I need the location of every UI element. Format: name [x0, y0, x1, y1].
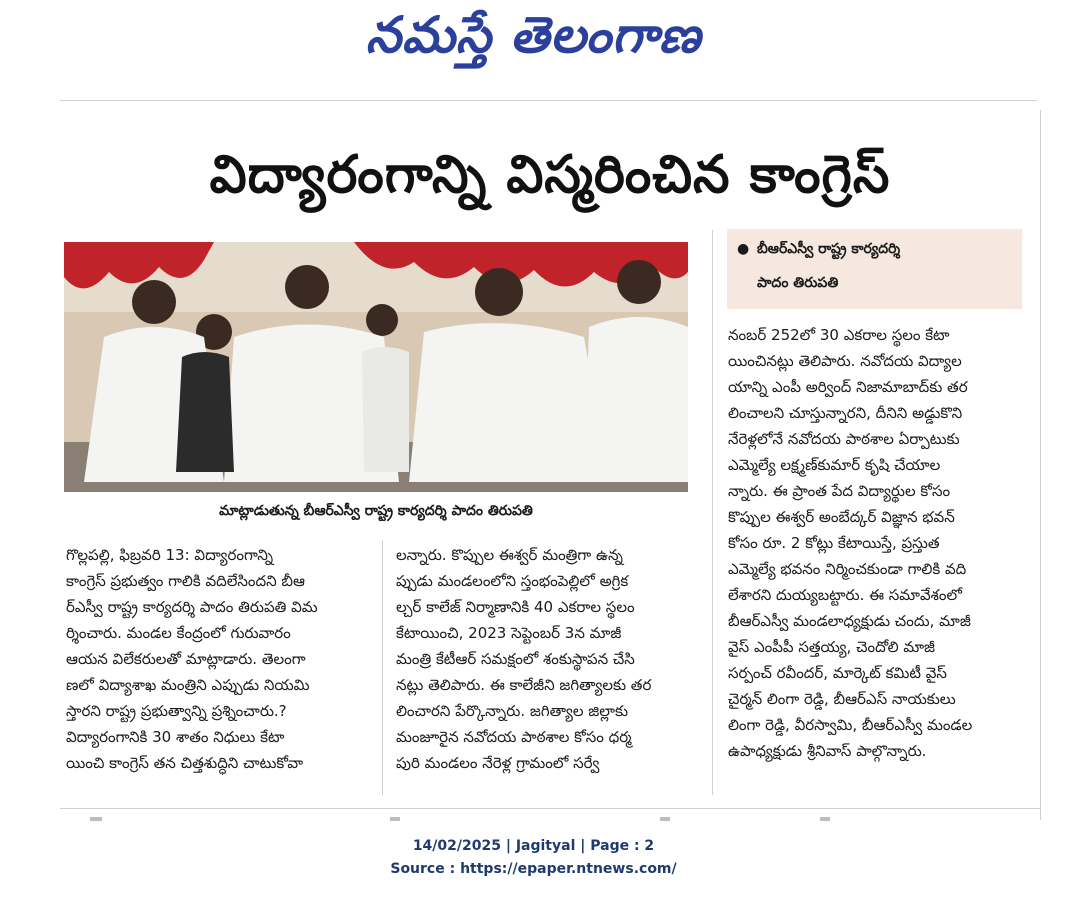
masthead-title: నమస్తే తెలంగాణ: [365, 6, 702, 64]
newspaper-masthead: [0, 0, 1067, 78]
footer-date-edition: 14/02/2025 | Jagityal | Page : 2: [412, 838, 655, 854]
text-line: లేశారని దుయ్యబట్టారు. ఈ సమావేశంలో: [728, 586, 962, 604]
text-line: నేరెళ్లలోనే నవోదయ పాఠశాల ఏర్పాటుకు: [728, 430, 960, 448]
text-line: వైస్ ఎంపీపీ సత్తయ్య, చెందోలి మాజీ: [728, 638, 936, 656]
text-line: ఎమ్మెల్యే భవనం నిర్మించకుండా గాలికి వది: [728, 560, 967, 578]
text-line: ర్శించారు. మండల కేంద్రంలో గురువారం: [66, 624, 291, 642]
cut-off-text-strip: [60, 816, 1040, 822]
text-line: ల్చర్ కాలేజ్ నిర్మాణానికి 40 ఎకరాల స్థలం: [396, 598, 635, 616]
text-line: ణలో విద్యాశాఖ మంత్రిని ఎప్పుడు నియమి: [66, 676, 310, 694]
photo-illustration: [64, 242, 688, 492]
column-divider: [712, 230, 713, 795]
text-line: స్తారని రాష్ట్ర ప్రభుత్వాన్ని ప్రశ్నించారు.?: [66, 702, 287, 720]
callout-line-2: పాదం తిరుపతి: [757, 275, 839, 291]
text-line: విద్యారంగానికి 30 శాతం నిధులు కేటా: [66, 728, 285, 746]
top-divider: [60, 100, 1037, 101]
text-line: చైర్మన్ లింగా రెడ్డి, బీఆర్ఎస్ నాయకులు: [728, 690, 956, 708]
text-line: పురి మండలం నేరెళ్ల గ్రామంలో సర్వే: [396, 754, 600, 772]
bottom-divider: [60, 808, 1040, 809]
text-line: లన్నారు. కొప్పుల ఈశ్వర్ మంత్రిగా ఉన్న: [396, 546, 623, 564]
text-line: బీఆర్ఎస్వీ మండలాధ్యక్షుడు చందు, మాజీ: [728, 612, 971, 630]
article-headline: విద్యారంగాన్ని విస్మరించిన కాంగ్రెస్: [209, 145, 891, 205]
text-line: లించారని పేర్కొన్నారు. జగిత్యాల జిల్లాకు: [396, 702, 629, 720]
article-column-3: [728, 322, 1028, 764]
text-line: నంబర్ 252లో 30 ఎకరాల స్థలం కేటా: [728, 326, 950, 344]
text-line: నట్లు తెలిపారు. ఈ కాలేజీని జగిత్యాలకు తర: [396, 676, 652, 694]
text-line: కాంగ్రెస్ ప్రభుత్వం గాలికి వదిలేసిందని బీఆ: [66, 572, 305, 590]
text-line: ఉపాధ్యక్షుడు శ్రీనివాస్ పాల్గొన్నారు.: [728, 742, 927, 760]
article-column-1: [66, 542, 366, 776]
text-line: మంజూరైన నవోదయ పాఠశాల కోసం ధర్మ: [396, 728, 632, 746]
bullet-icon: ●: [737, 241, 750, 257]
article-column-2: [396, 542, 698, 776]
text-line: లించాలని చూస్తున్నారని, దీనిని అడ్డుకొని: [728, 404, 963, 422]
text-line: కొప్పుల ఈశ్వర్ అంబేద్కర్ విజ్ఞాన భవన్: [728, 508, 955, 526]
right-border-rule: [1040, 110, 1041, 820]
text-line: ప్పుడు మండలంలోని స్తంభంపెల్లిలో అగ్రిక: [396, 572, 629, 590]
text-line: యించి కాంగ్రెస్ తన చిత్తశుద్ధిని చాటుకోవా: [66, 754, 304, 772]
text-line: ర్ఎస్వీ రాష్ట్ర కార్యదర్శి పాదం తిరుపతి విమ: [66, 598, 318, 616]
text-line: యాన్ని ఎంపీ అర్వింద్ నిజామాబాద్‌కు తర: [728, 378, 968, 396]
page-footer: [0, 835, 1067, 881]
text-line: ఎమ్మెల్యే లక్ష్మణ్‌కుమార్ కృషి చేయాల: [728, 456, 941, 474]
text-line: కోసం రూ. 2 కోట్లు కేటాయిస్తే, ప్రస్తుత: [728, 534, 940, 552]
text-line: మంత్రి కేటీఆర్ సమక్షంలో శంకుస్థాపన చేసి: [396, 650, 635, 668]
text-line: సర్పంచ్ రవీందర్, మార్కెట్ కమిటీ వైస్: [728, 664, 947, 682]
photo-caption: మాట్లాడుతున్న బీఆర్ఎస్వీ రాష్ట్ర కార్యదర్శి పాదం తిరుపతి: [219, 503, 533, 519]
text-line: కేటాయించి, 2023 సెప్టెంబర్ 3న మాజీ: [396, 624, 622, 642]
text-line: యించినట్లు తెలిపారు. నవోదయ విద్యాల: [728, 352, 962, 370]
column-divider: [382, 540, 383, 795]
footer-source: Source : https://epaper.ntnews.com/: [390, 861, 677, 877]
article-photo: [64, 242, 688, 492]
highlight-callout: [727, 229, 1022, 309]
callout-line-1: బీఆర్ఎస్వీ రాష్ట్ర కార్యదర్శి: [757, 241, 901, 257]
text-line: గొల్లపల్లి, ఫిబ్రవరి 13: విద్యారంగాన్ని: [66, 546, 274, 564]
text-line: న్నారు. ఈ ప్రాంత పేద విద్యార్థుల కోసం: [728, 482, 951, 500]
text-line: ఆయన విలేకరులతో మాట్లాడారు. తెలంగా: [66, 650, 306, 668]
text-line: లింగా రెడ్డి, వీరస్వామి, బీఆర్ఎస్వీ మండల: [728, 716, 973, 734]
